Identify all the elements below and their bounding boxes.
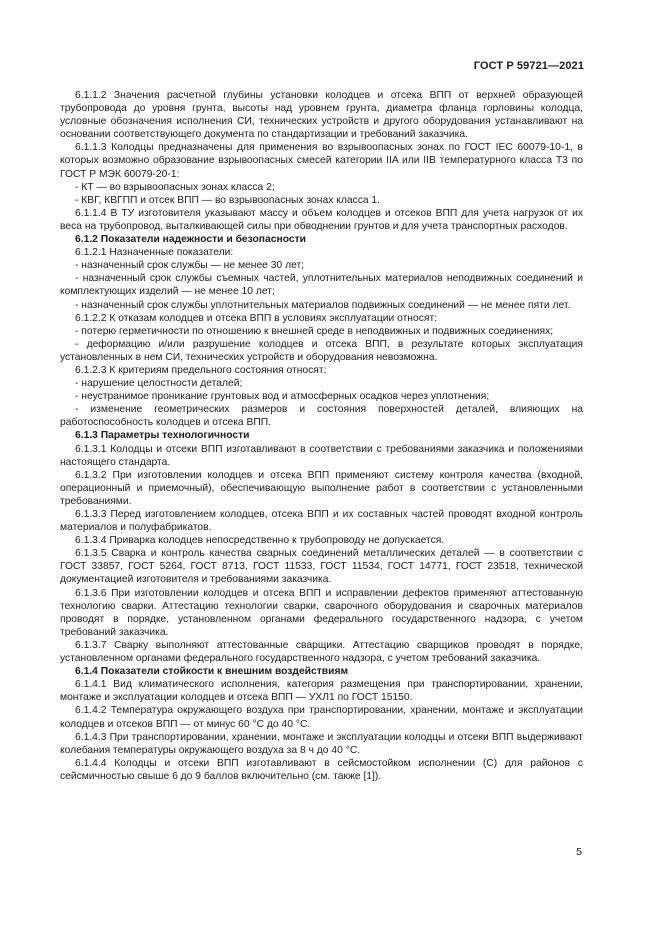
paragraph: 6.1.4.1 Вид климатического исполнения, категория размещения при транспортировании, хранении, монтаже и эксплуатации колодцев и отсека ВПП — УХЛ1 по ГОСТ 15150.: [60, 679, 583, 704]
paragraph: - КТ — во взрывоопасных зонах класса 2;: [75, 181, 275, 193]
paragraph: - назначенный срок службы — не менее 30 лет;: [75, 260, 305, 272]
document-header: ГОСТ Р 59721—2021: [473, 60, 584, 72]
paragraph: - деформацию и/или разрушение колодцев и отсека ВПП, в результате которых эксплуатация установленных в нем СИ, технических устройств и оборудования невозможна.: [60, 338, 583, 363]
paragraph: - изменение геометрических размеров и состояния поверхностей деталей, влияющих на работоспособность колодцев и отсека ВПП.: [60, 404, 583, 429]
page-number: 5: [576, 846, 582, 858]
paragraph: 6.1.1.4 В ТУ изготовителя указывают массу и объем колодцев и отсеков ВПП для учета нагрузок от их веса на трубопровод, выталкивающей силы при обводнении грунтов и для учета транспортных расходов.: [60, 207, 583, 232]
paragraph: - назначенный срок службы уплотнительных материалов подвижных соединений — не менее пяти лет.: [75, 299, 571, 311]
paragraph: 6.1.4.3 При транспортировании, хранении, монтаже и эксплуатации колодцы и отсеки ВПП выдерживают колебания температуры окружающего воздуха за 8 ч до 40 °С.: [60, 731, 583, 756]
paragraph: 6.1.1.3 Колодцы предназначены для применения во взрывоопасных зонах по ГОСТ IEC 60079-10-1, в которых возможно образование взрывоопасных смесей категории IIA или IIB температурного класса Т3 по ГОСТ Р МЭК 60079-20-1:: [60, 142, 583, 180]
paragraph: 6.1.3.1 Колодцы и отсеки ВПП изготавливают в соответствии с требованиями заказчика и положениями настоящего стандарта.: [60, 443, 583, 468]
paragraph: - нарушение целостности деталей;: [75, 378, 243, 390]
paragraph: - назначенный срок службы съемных частей, уплотнительных материалов неподвижных соединений и комплектующих изделий — не менее 10 лет;: [60, 273, 583, 298]
paragraph: - КВГ, КВГПП и отсек ВПП — во взрывоопасных зонах класса 1.: [75, 194, 381, 206]
paragraph: 6.1.3.5 Сварка и контроль качества сварных соединений металлических деталей — в соответствии с ГОСТ 33857, ГОСТ 5264, ГОСТ 8713, ГОСТ 11533, ГОСТ 11534, ГОСТ 14771, ГОСТ 23518, технической документацией изготовителя и требованиями заказчика.: [60, 548, 583, 586]
paragraph: 6.1.2.1 Назначенные показатели:: [75, 247, 234, 259]
section-heading: 6.1.4 Показатели стойкости к внешним воздействиям: [75, 666, 349, 678]
paragraph: 6.1.3.3 Перед изготовлением колодцев, отсека ВПП и их составных частей проводят входной контроль материалов и полуфабрикатов.: [60, 509, 583, 534]
paragraph: 6.1.2.3 К критериям предельного состояния относят:: [75, 364, 327, 376]
paragraph: 6.1.3.7 Сварку выполняют аттестованные сварщики. Аттестацию сварщиков проводят в порядке, установленном органами федерального государственного надзора, с учетом требований заказчика.: [60, 639, 583, 665]
section-heading: 6.1.3 Параметры технологичности: [75, 430, 250, 442]
paragraph: - потерю герметичности по отношению к внешней среде в неподвижных и подвижных соединениях;: [75, 325, 554, 337]
paragraph: 6.1.3.4 Приварка колодцев непосредственно к трубопроводу не допускается.: [75, 535, 445, 547]
document-body: [60, 89, 583, 783]
paragraph: 6.1.3.2 При изготовлении колодцев и отсека ВПП применяют систему контроля качества (входной, операционный и приемочный), обеспечивающую выполнение работ в соответствии с установленными требованиями.: [60, 469, 583, 507]
section-heading: 6.1.2 Показатели надежности и безопасности: [75, 234, 306, 246]
paragraph: 6.1.2.2 К отказам колодцев и отсека ВПП в условиях эксплуатации относят:: [75, 312, 438, 324]
paragraph: 6.1.3.6 При изготовлении колодцев и отсека ВПП и исправлении дефектов применяют аттестованную технологию сварки. Аттестацию технологии сварки, сварочного оборудования и сварочных материалов проводят в порядке, установленном органами федерального государственного надзора, с учетом требований заказчика.: [60, 587, 583, 638]
paragraph: - неустранимое проникание грунтовых вод и атмосферных осадков через уплотнения;: [75, 391, 490, 403]
paragraph: 6.1.4.2 Температура окружающего воздуха при транспортировании, хранении, монтаже и эксплуатации колодцев и отсеков ВПП — от минус 60 °С до 40 °С.: [60, 705, 583, 730]
paragraph: 6.1.1.2 Значения расчетной глубины установки колодцев и отсека ВПП от верхней образующей трубопровода до уровня грунта, высоты над уровнем грунта, диаметра фланца горловины колодца, условные обозначения исполнения СИ, технических устройств и другого оборудования устанавливают на основании соответствующего документа по стандартизации и требований заказчика.: [60, 90, 583, 141]
paragraph: 6.1.4.4 Колодцы и отсеки ВПП изготавливают в сейсмостойком исполнении (С) для районов с сейсмичностью свыше 6 до 9 баллов включительно (см. также [1]).: [60, 757, 583, 782]
